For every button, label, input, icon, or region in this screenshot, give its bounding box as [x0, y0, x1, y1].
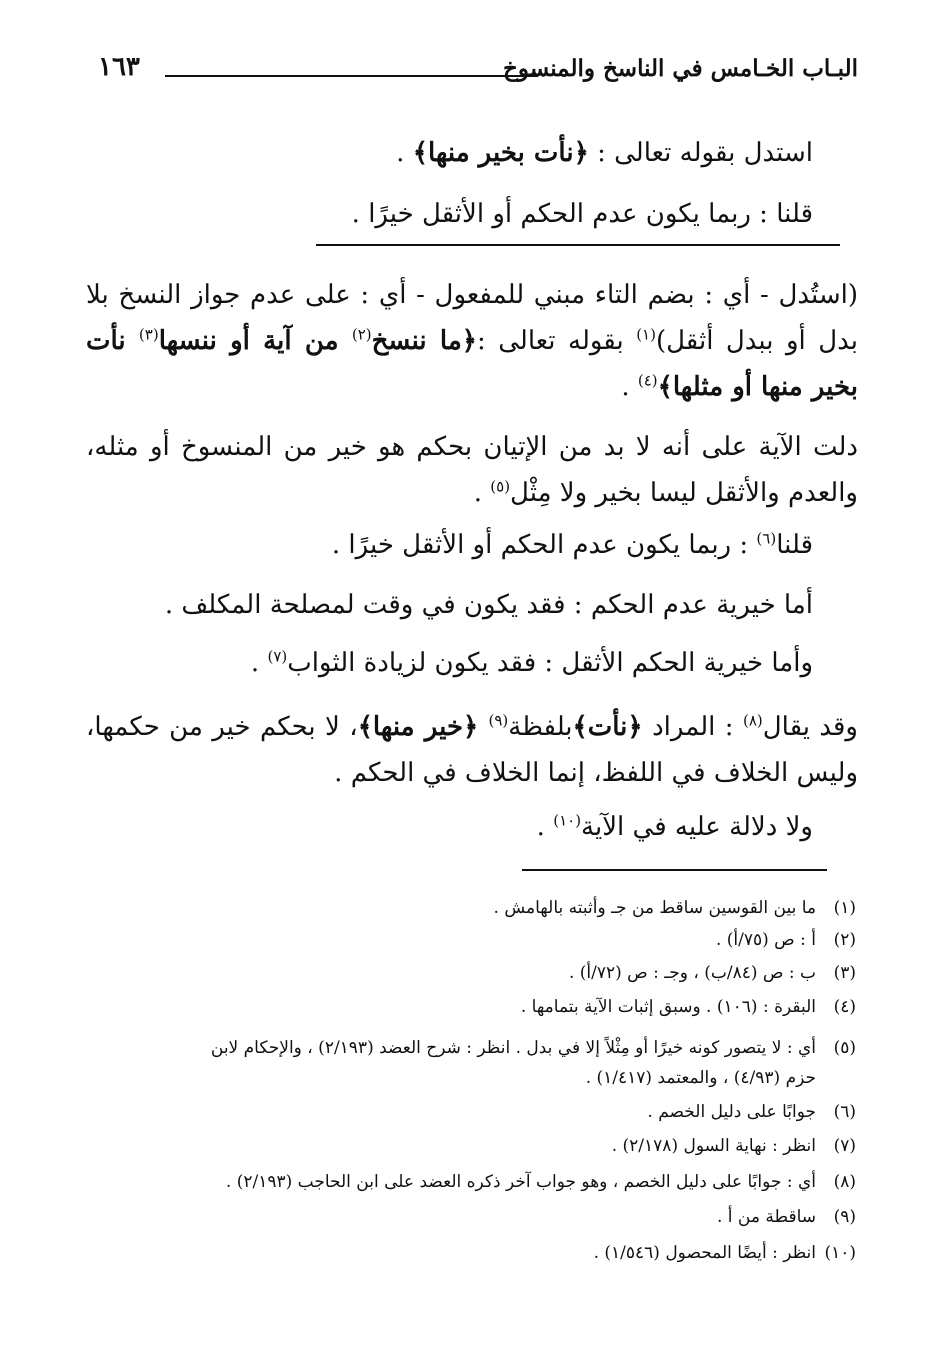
- footnote-ref: (٤): [637, 371, 658, 390]
- footnote-number: (٧): [833, 1136, 856, 1156]
- footnote-ref: (٥): [490, 477, 511, 496]
- commentary-paragraph-7: [537, 812, 813, 842]
- page-number: ١٦٣: [98, 52, 140, 82]
- matn-line-1: [396, 138, 813, 168]
- footnote-number: (٥): [833, 1038, 856, 1058]
- footnote-8: [226, 1172, 856, 1192]
- footnote-text: ما بين القوسين ساقط من جـ وأثبته بالهامش .: [493, 898, 816, 918]
- p5-text: وأما خيرية الحكم الأثقل : فقد يكون لزيادة الثواب: [287, 648, 813, 678]
- footnote-text: أي : جوابًا على دليل الخصم ، وهو جواب آخر ذكره العضد على ابن الحاجب (٢/١٩٣) .: [225, 1172, 816, 1192]
- quran-quote: ﴿ما ننسخ: [371, 326, 478, 356]
- footnote-text: أي : لا يتصور كونه خيرًا أو مِثْلاً إلا في بدل . انظر : شرح العضد (٢/١٩٣) ، والإحكام لابن: [210, 1038, 816, 1058]
- p3-text: قلنا: [776, 530, 813, 560]
- footnote-ref: (١): [636, 325, 656, 344]
- commentary-paragraph-4: أما خيرية عدم الحكم : فقد يكون في وقت لمصلحة المكلف .: [164, 590, 813, 620]
- footnote-2: [716, 930, 856, 950]
- footnote-ref: (٧): [267, 647, 288, 666]
- footnote-4: [521, 997, 856, 1017]
- commentary-paragraph-1: [86, 272, 858, 410]
- quran-quote: ﴿نأت بخير منها﴾: [412, 138, 589, 168]
- footnote-ref: (٢): [351, 325, 372, 344]
- footnote-number: (٤): [833, 997, 856, 1017]
- p6-text: وقد يقال: [762, 712, 858, 742]
- p1-end: .: [621, 372, 638, 402]
- p6-text-d: ، لا بحكم خير من حكمها، وليس الخلاف في اللفظ، إنما الخلاف في الحكم .: [86, 712, 858, 788]
- p6-text-b: : المراد: [642, 712, 743, 742]
- p6-text-c: بلفظة: [508, 712, 573, 742]
- commentary-paragraph-5: [251, 648, 813, 678]
- quran-quote: من آية أو ننسها: [158, 326, 352, 356]
- footnote-ref: (٩): [488, 711, 509, 730]
- footnote-text-continued: حزم (٤/٩٣) ، والمعتمد (١/٤١٧) .: [585, 1068, 816, 1088]
- footnote-ref: (٣): [138, 325, 159, 344]
- footnote-text: جوابًا على دليل الخصم .: [647, 1102, 816, 1122]
- quran-quote: ﴿خير منها﴾: [357, 712, 489, 742]
- footnote-9: [717, 1207, 856, 1227]
- footnote-ref: (١٠): [553, 811, 582, 830]
- p3-text-b: : ربما يكون عدم الحكم أو الأثقل خيرًا .: [331, 530, 757, 560]
- p1-text-b: بقوله تعالى :: [477, 326, 637, 356]
- footnote-separator: [522, 869, 827, 871]
- matn-end: .: [396, 138, 413, 168]
- matn-separator: [316, 244, 840, 246]
- quran-quote: ﴿نأت﴾: [572, 712, 643, 742]
- p7-end: .: [536, 812, 554, 842]
- footnote-number: (١٠): [824, 1243, 856, 1263]
- footnote-number: (٢): [833, 930, 856, 950]
- footnote-text: أ : ص (٧٥/أ) .: [715, 930, 816, 950]
- footnote-ref: (٦): [756, 529, 777, 548]
- footnote-number: (١): [833, 898, 856, 918]
- footnote-number: (٩): [833, 1207, 856, 1227]
- footnote-number: (٦): [833, 1102, 856, 1122]
- footnote-1: [494, 898, 856, 918]
- commentary-paragraph-3: [332, 530, 813, 560]
- header-rule: [165, 75, 538, 77]
- footnote-text: انظر : نهاية السول (٢/١٧٨) .: [611, 1136, 816, 1156]
- footnote-5: [88, 1033, 856, 1093]
- commentary-paragraph-6: [86, 704, 858, 796]
- footnote-ref: (٨): [742, 711, 763, 730]
- footnote-10: [594, 1243, 856, 1263]
- footnote-text: ب : ص (٨٤/ب) ، وجـ : ص (٧٢/أ) .: [568, 963, 816, 983]
- footnote-6: [647, 1102, 856, 1122]
- chapter-title: البـاب الخـامس في الناسخ والمنسوخ: [502, 55, 858, 82]
- footnote-text: انظر : أيضًا المحصول (١/٥٤٦) .: [593, 1243, 816, 1263]
- p2-end: .: [473, 478, 491, 508]
- footnote-number: (٣): [833, 963, 856, 983]
- p1-text: (استُدل - أي : بضم التاء مبني للمفعول - أي : على عدم جواز النسخ بلا بدل أو ببدل أثقل): [86, 280, 859, 356]
- footnote-text: ساقطة من أ .: [717, 1207, 816, 1227]
- p2-text: دلت الآية على أنه لا بد من الإتيان بحكم هو خير من المنسوخ أو مثله، والعدم والأثقل ليسا بخير ولا مِثْل: [86, 432, 858, 508]
- p7-text: ولا دلالة عليه في الآية: [581, 812, 813, 842]
- matn-text: استدل بقوله تعالى :: [588, 138, 813, 168]
- footnote-number: (٨): [833, 1172, 856, 1192]
- footnote-7: [612, 1136, 856, 1156]
- p5-end: .: [250, 648, 268, 678]
- quran-quote: نأت بخير منها أو مثلها﴾: [86, 326, 858, 402]
- footnote-3: [569, 963, 856, 983]
- footnote-text: البقرة : (١٠٦) . وسبق إثبات الآية بتمامها .: [520, 997, 816, 1017]
- matn-line-2: قلنا : ربما يكون عدم الحكم أو الأثقل خيرًا .: [351, 199, 813, 229]
- commentary-paragraph-2: [86, 424, 858, 516]
